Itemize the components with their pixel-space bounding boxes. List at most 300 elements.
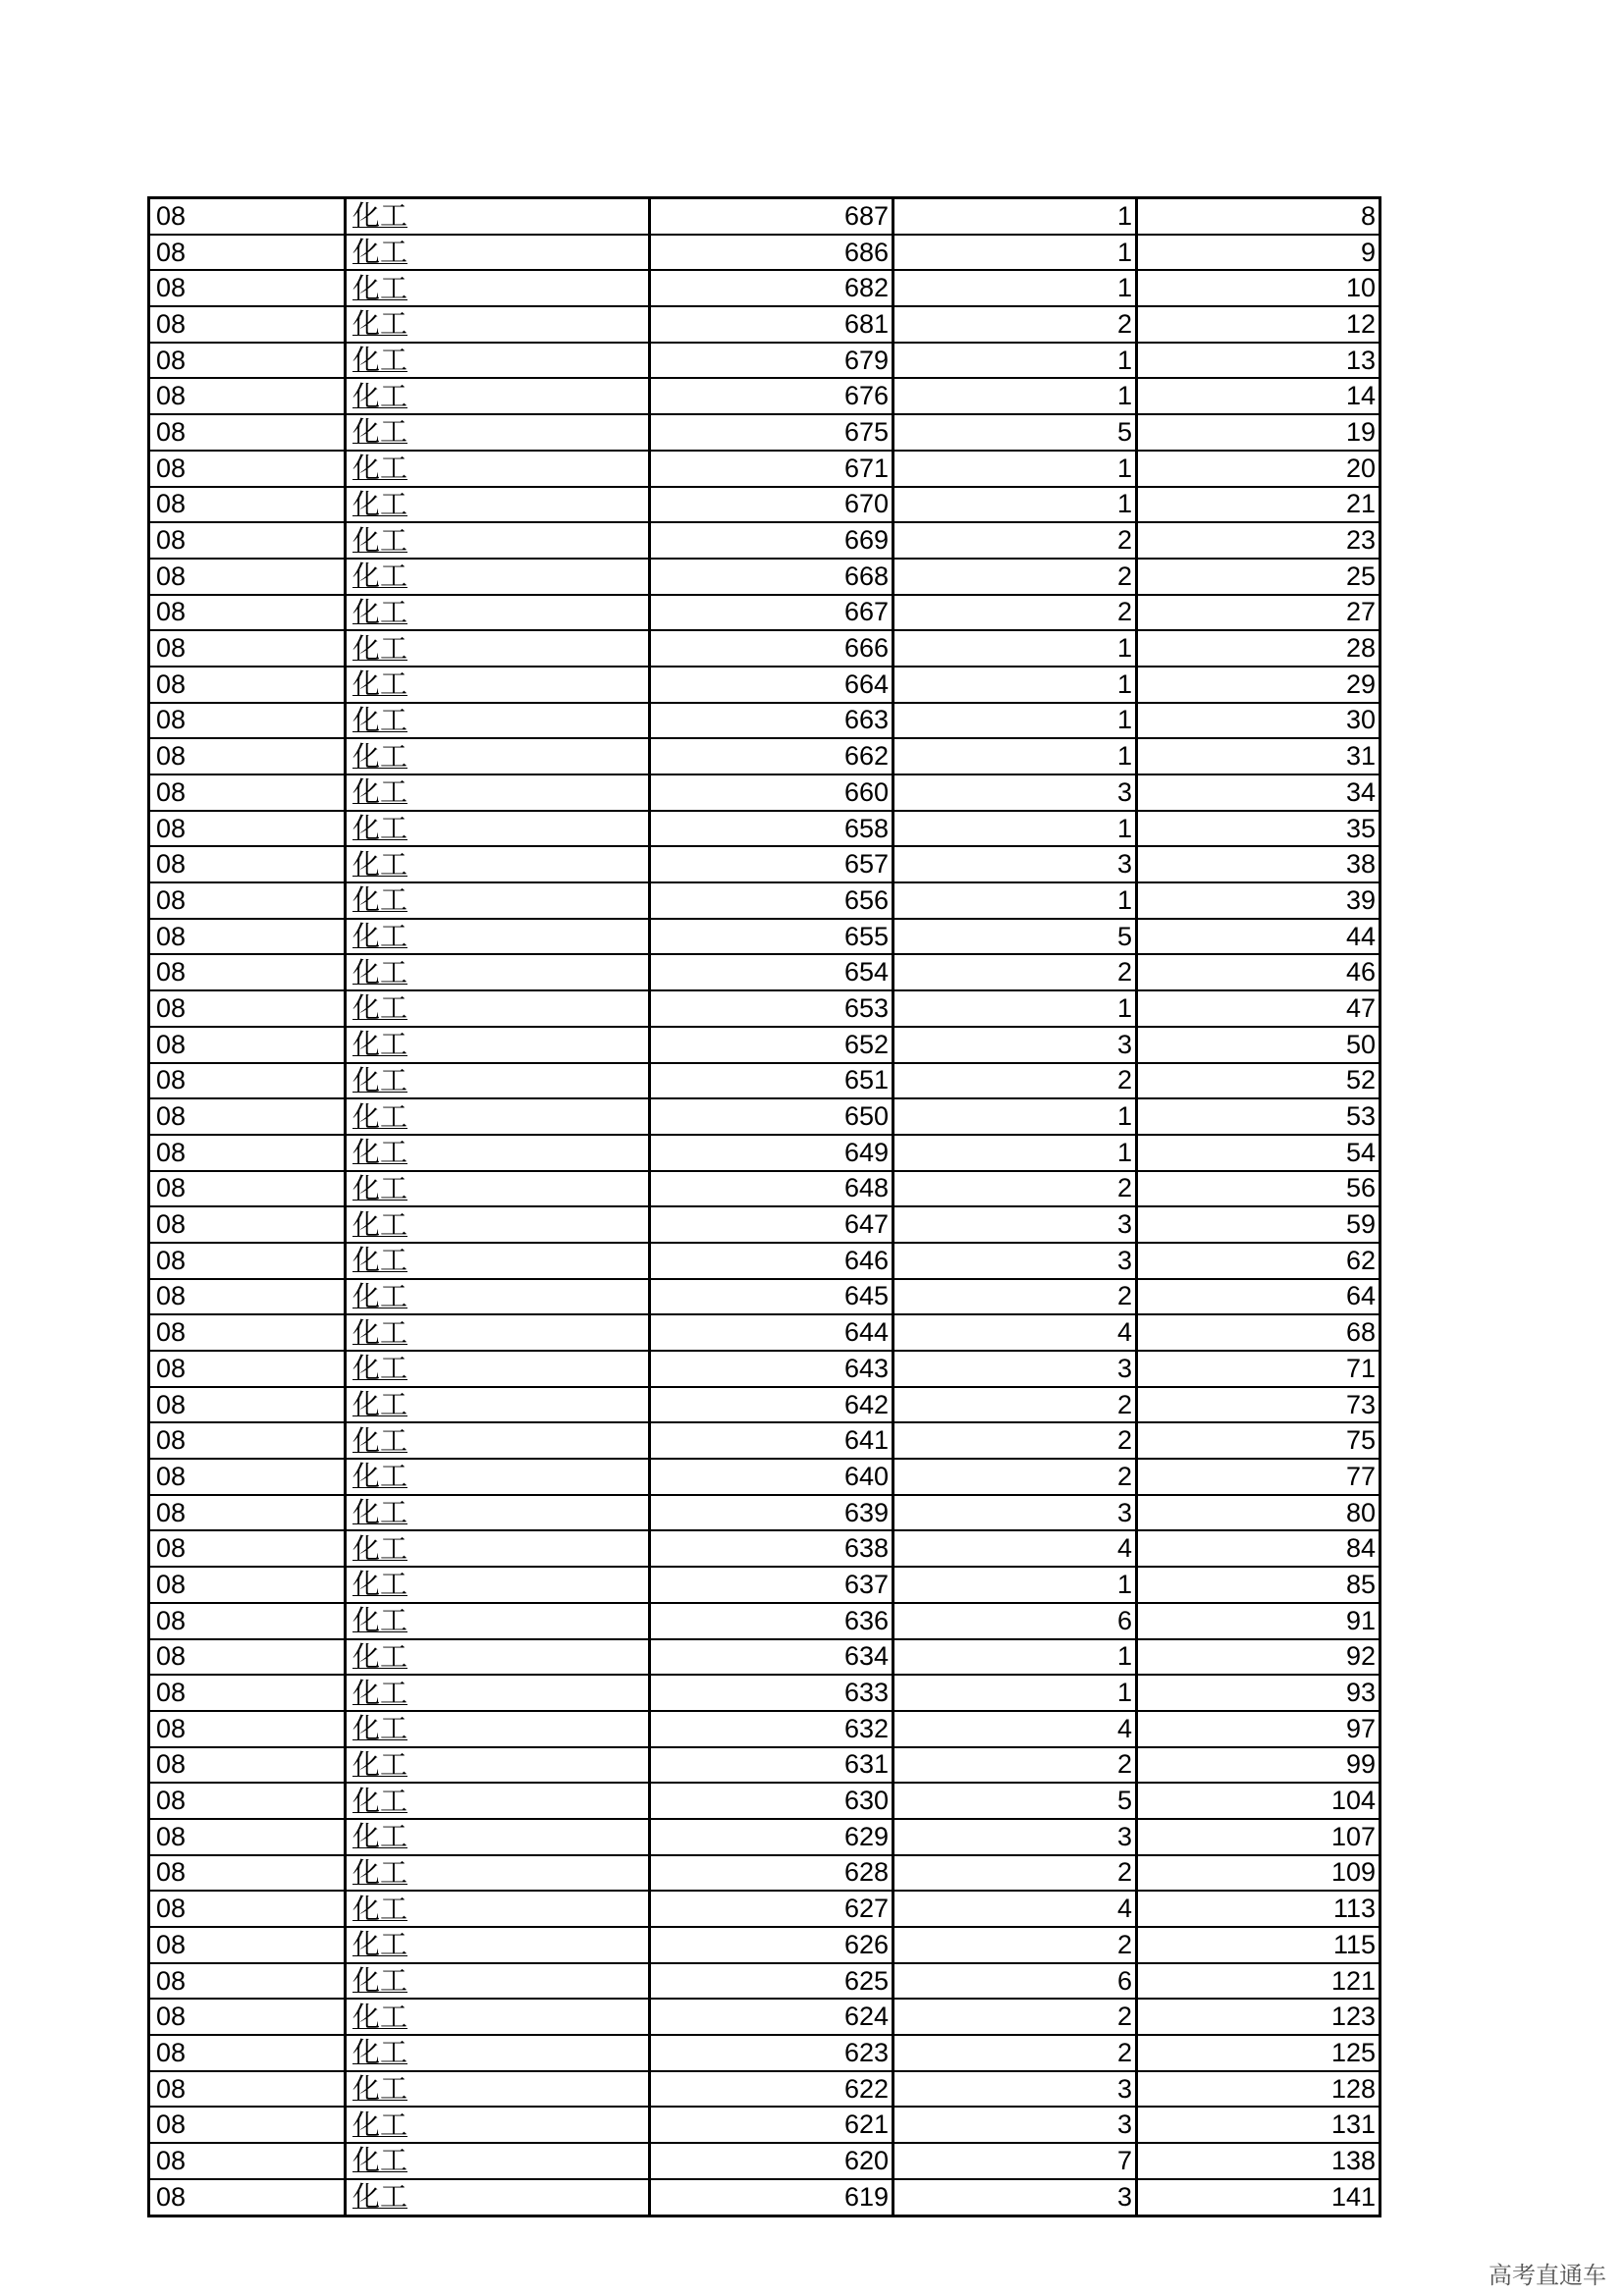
category-code-cell: 08: [149, 630, 346, 667]
cumulative-count-cell: 68: [1137, 1314, 1380, 1351]
cumulative-count-cell: 13: [1137, 343, 1380, 379]
count-cell: 3: [893, 1495, 1137, 1531]
table-row: [149, 1855, 1380, 1892]
count-cell: 1: [893, 378, 1137, 414]
score-cell: 626: [650, 1927, 893, 1963]
count-cell: 2: [893, 306, 1137, 343]
major-name-cell: 化工: [346, 846, 650, 882]
category-code-cell: 08: [149, 1387, 346, 1423]
table-row: [149, 198, 1380, 235]
count-cell: 3: [893, 2179, 1137, 2216]
count-cell: 2: [893, 1855, 1137, 1892]
cumulative-count-cell: 25: [1137, 559, 1380, 595]
table-row: [149, 846, 1380, 882]
count-cell: 4: [893, 1530, 1137, 1567]
score-cell: 639: [650, 1495, 893, 1531]
table-row: [149, 990, 1380, 1027]
category-code-cell: 08: [149, 1495, 346, 1531]
score-cell: 629: [650, 1819, 893, 1855]
count-cell: 5: [893, 414, 1137, 451]
category-code-cell: 08: [149, 1927, 346, 1963]
count-cell: 1: [893, 1135, 1137, 1171]
count-cell: 1: [893, 270, 1137, 306]
major-name-cell: 化工: [346, 1927, 650, 1963]
major-name-cell: 化工: [346, 1747, 650, 1784]
table-row: [149, 1314, 1380, 1351]
count-cell: 6: [893, 1603, 1137, 1639]
count-cell: 1: [893, 198, 1137, 235]
major-name-cell: 化工: [346, 1279, 650, 1315]
major-name-cell: 化工: [346, 414, 650, 451]
score-cell: 619: [650, 2179, 893, 2216]
category-code-cell: 08: [149, 378, 346, 414]
score-cell: 675: [650, 414, 893, 451]
major-name-cell: 化工: [346, 774, 650, 811]
cumulative-count-cell: 12: [1137, 306, 1380, 343]
count-cell: 1: [893, 882, 1137, 919]
category-code-cell: 08: [149, 270, 346, 306]
cumulative-count-cell: 44: [1137, 919, 1380, 955]
score-cell: 670: [650, 487, 893, 523]
count-cell: 1: [893, 451, 1137, 487]
score-cell: 641: [650, 1422, 893, 1459]
cumulative-count-cell: 109: [1137, 1855, 1380, 1892]
count-cell: 1: [893, 630, 1137, 667]
category-code-cell: 08: [149, 990, 346, 1027]
table-row: [149, 1963, 1380, 2000]
major-name-cell: 化工: [346, 1459, 650, 1495]
category-code-cell: 08: [149, 1819, 346, 1855]
major-name-cell: 化工: [346, 1063, 650, 1099]
count-cell: 1: [893, 1639, 1137, 1676]
cumulative-count-cell: 21: [1137, 487, 1380, 523]
major-name-cell: 化工: [346, 1530, 650, 1567]
cumulative-count-cell: 27: [1137, 595, 1380, 631]
category-code-cell: 08: [149, 1855, 346, 1892]
count-cell: 3: [893, 1243, 1137, 1279]
table-row: [149, 1711, 1380, 1747]
count-cell: 1: [893, 667, 1137, 703]
cumulative-count-cell: 8: [1137, 198, 1380, 235]
category-code-cell: 08: [149, 1783, 346, 1819]
count-cell: 1: [893, 235, 1137, 271]
cumulative-count-cell: 20: [1137, 451, 1380, 487]
score-cell: 622: [650, 2071, 893, 2108]
major-name-cell: 化工: [346, 235, 650, 271]
table-row: [149, 2035, 1380, 2071]
table-row: [149, 1819, 1380, 1855]
category-code-cell: 08: [149, 703, 346, 739]
major-name-cell: 化工: [346, 1819, 650, 1855]
major-name-cell: 化工: [346, 954, 650, 990]
score-cell: 631: [650, 1747, 893, 1784]
cumulative-count-cell: 107: [1137, 1819, 1380, 1855]
table-row: [149, 1675, 1380, 1711]
category-code-cell: 08: [149, 1639, 346, 1676]
category-code-cell: 08: [149, 1098, 346, 1135]
cumulative-count-cell: 38: [1137, 846, 1380, 882]
category-code-cell: 08: [149, 1567, 346, 1603]
cumulative-count-cell: 29: [1137, 667, 1380, 703]
category-code-cell: 08: [149, 1422, 346, 1459]
table-row: [149, 1495, 1380, 1531]
score-cell: 663: [650, 703, 893, 739]
table-row: [149, 1459, 1380, 1495]
score-cell: 647: [650, 1206, 893, 1243]
cumulative-count-cell: 138: [1137, 2143, 1380, 2179]
count-cell: 5: [893, 1783, 1137, 1819]
category-code-cell: 08: [149, 414, 346, 451]
cumulative-count-cell: 30: [1137, 703, 1380, 739]
table-row: [149, 595, 1380, 631]
table-row: [149, 954, 1380, 990]
score-cell: 644: [650, 1314, 893, 1351]
count-cell: 1: [893, 1098, 1137, 1135]
score-cell: 682: [650, 270, 893, 306]
count-cell: 3: [893, 1027, 1137, 1063]
category-code-cell: 08: [149, 2071, 346, 2108]
table-row: [149, 378, 1380, 414]
category-code-cell: 08: [149, 1063, 346, 1099]
table-row: [149, 1783, 1380, 1819]
cumulative-count-cell: 75: [1137, 1422, 1380, 1459]
table-row: [149, 487, 1380, 523]
score-cell: 687: [650, 198, 893, 235]
major-name-cell: 化工: [346, 343, 650, 379]
score-cell: 637: [650, 1567, 893, 1603]
cumulative-count-cell: 131: [1137, 2107, 1380, 2143]
cumulative-count-cell: 9: [1137, 235, 1380, 271]
score-cell: 653: [650, 990, 893, 1027]
cumulative-count-cell: 92: [1137, 1639, 1380, 1676]
table-row: [149, 1603, 1380, 1639]
score-cell: 676: [650, 378, 893, 414]
cumulative-count-cell: 62: [1137, 1243, 1380, 1279]
table-row: [149, 738, 1380, 774]
score-cell: 664: [650, 667, 893, 703]
table-row: [149, 882, 1380, 919]
major-name-cell: 化工: [346, 811, 650, 847]
count-cell: 6: [893, 1963, 1137, 2000]
table-row: [149, 1351, 1380, 1387]
cumulative-count-cell: 14: [1137, 378, 1380, 414]
category-code-cell: 08: [149, 522, 346, 559]
count-cell: 2: [893, 954, 1137, 990]
count-cell: 2: [893, 559, 1137, 595]
count-cell: 3: [893, 2107, 1137, 2143]
major-name-cell: 化工: [346, 1567, 650, 1603]
major-name-cell: 化工: [346, 198, 650, 235]
category-code-cell: 08: [149, 846, 346, 882]
score-cell: 634: [650, 1639, 893, 1676]
score-cell: 652: [650, 1027, 893, 1063]
major-name-cell: 化工: [346, 1243, 650, 1279]
category-code-cell: 08: [156, 200, 187, 231]
table-row: [149, 1098, 1380, 1135]
count-cell: 3: [893, 774, 1137, 811]
table-row: [149, 1243, 1380, 1279]
count-cell: 4: [893, 1891, 1137, 1927]
table-row: [149, 811, 1380, 847]
table-row: [149, 1027, 1380, 1063]
table-row: [149, 522, 1380, 559]
score-cell: 630: [650, 1783, 893, 1819]
cumulative-count-cell: 50: [1137, 1027, 1380, 1063]
table-row: [149, 1530, 1380, 1567]
major-name-cell: 化工: [346, 1495, 650, 1531]
table-row: [149, 1135, 1380, 1171]
major-name-cell: 化工: [346, 738, 650, 774]
count-cell: 3: [893, 1819, 1137, 1855]
count-cell: 1: [893, 738, 1137, 774]
major-name-cell: 化工: [346, 1387, 650, 1423]
category-code-cell: 08: [149, 1279, 346, 1315]
major-name-cell: 化工: [346, 1711, 650, 1747]
cumulative-count-cell: 123: [1137, 1999, 1380, 2035]
table-row: [149, 630, 1380, 667]
table-row: [149, 414, 1380, 451]
category-code-cell: 08: [149, 1135, 346, 1171]
major-name-cell: 化工: [346, 1603, 650, 1639]
major-name-cell: 化工: [346, 1639, 650, 1676]
score-cell: 625: [650, 1963, 893, 2000]
category-code-cell: 08: [149, 919, 346, 955]
category-code-cell: 08: [149, 1999, 346, 2035]
cumulative-count-cell: 64: [1137, 1279, 1380, 1315]
cumulative-count-cell: 34: [1137, 774, 1380, 811]
cumulative-count-cell: 97: [1137, 1711, 1380, 1747]
table-row: [149, 235, 1380, 271]
score-cell: 620: [650, 2143, 893, 2179]
category-code-cell: 08: [149, 2107, 346, 2143]
table-row: [149, 1999, 1380, 2035]
score-cell: 642: [650, 1387, 893, 1423]
score-cell: 660: [650, 774, 893, 811]
major-name-cell: 化工: [346, 667, 650, 703]
cumulative-count-cell: 113: [1137, 1891, 1380, 1927]
score-cell: 657: [650, 846, 893, 882]
score-cell: 681: [650, 306, 893, 343]
count-cell: 3: [893, 2071, 1137, 2108]
count-cell: 1: [893, 1675, 1137, 1711]
score-cell: 669: [650, 522, 893, 559]
major-name-cell: 化工: [346, 1675, 650, 1711]
table-row: [149, 1927, 1380, 1963]
category-code-cell: 08: [149, 667, 346, 703]
table-row: [149, 919, 1380, 955]
major-name-cell: 化工: [346, 2179, 650, 2216]
major-name-cell: 化工: [346, 990, 650, 1027]
table-row: [149, 306, 1380, 343]
count-cell: 2: [893, 595, 1137, 631]
table-row: [149, 703, 1380, 739]
major-name-cell: 化工: [346, 306, 650, 343]
score-cell: 650: [650, 1098, 893, 1135]
count-cell: 3: [893, 1351, 1137, 1387]
table-row: [149, 1891, 1380, 1927]
score-table-body: [149, 198, 1380, 2216]
score-cell: 662: [650, 738, 893, 774]
category-code-cell: 08: [149, 1243, 346, 1279]
score-cell: 686: [650, 235, 893, 271]
table-row: [149, 343, 1380, 379]
cumulative-count-cell: 121: [1137, 1963, 1380, 2000]
major-name-cell: 化工: [346, 1422, 650, 1459]
score-cell: 651: [650, 1063, 893, 1099]
category-code-cell: 08: [149, 1027, 346, 1063]
score-cell: 638: [650, 1530, 893, 1567]
category-code-cell: 08: [149, 306, 346, 343]
cumulative-count-cell: 19: [1137, 414, 1380, 451]
cumulative-count-cell: 28: [1137, 630, 1380, 667]
category-code-cell: 08: [149, 595, 346, 631]
watermark-text: 高考直通车: [1489, 2262, 1606, 2289]
cumulative-count-cell: 59: [1137, 1206, 1380, 1243]
count-cell: 2: [893, 1927, 1137, 1963]
count-cell: 1: [893, 990, 1137, 1027]
category-code-cell: 08: [149, 559, 346, 595]
category-code-cell: 08: [149, 1747, 346, 1784]
category-code-cell: 08: [149, 235, 346, 271]
major-name-cell: 化工: [346, 1855, 650, 1892]
count-cell: 1: [893, 343, 1137, 379]
count-cell: 1: [893, 703, 1137, 739]
category-code-cell: 08: [149, 1963, 346, 2000]
category-code-cell: 08: [149, 774, 346, 811]
cumulative-count-cell: 10: [1137, 270, 1380, 306]
score-cell: 648: [650, 1171, 893, 1207]
score-cell: 671: [650, 451, 893, 487]
table-row: [149, 1639, 1380, 1676]
table-row: [149, 270, 1380, 306]
major-name-cell: 化工: [346, 451, 650, 487]
category-code-cell: 08: [149, 487, 346, 523]
count-cell: 1: [893, 487, 1137, 523]
category-code-cell: 08: [149, 1459, 346, 1495]
table-row: [149, 2071, 1380, 2108]
category-code-cell: 08: [149, 1171, 346, 1207]
category-code-cell: 08: [149, 1891, 346, 1927]
major-name-cell: 化工: [346, 2035, 650, 2071]
count-cell: 3: [893, 1206, 1137, 1243]
cumulative-count-cell: 80: [1137, 1495, 1380, 1531]
cumulative-count-cell: 99: [1137, 1747, 1380, 1784]
score-cell: 655: [650, 919, 893, 955]
cumulative-count-cell: 56: [1137, 1171, 1380, 1207]
count-cell: 3: [893, 846, 1137, 882]
major-name-cell: 化工: [346, 2071, 650, 2108]
score-cell: 628: [650, 1855, 893, 1892]
cumulative-count-cell: 128: [1137, 2071, 1380, 2108]
count-cell: 2: [893, 1171, 1137, 1207]
table-row: [149, 1387, 1380, 1423]
cumulative-count-cell: 125: [1137, 2035, 1380, 2071]
major-name-cell: 化工: [346, 1314, 650, 1351]
major-name-cell: 化工: [346, 1963, 650, 2000]
cumulative-count-cell: 91: [1137, 1603, 1380, 1639]
table-row: [149, 1567, 1380, 1603]
score-cell: 621: [650, 2107, 893, 2143]
score-cell: 640: [650, 1459, 893, 1495]
count-cell: 2: [893, 1387, 1137, 1423]
major-name-cell: 化工: [346, 595, 650, 631]
major-name-cell: 化工: [346, 1098, 650, 1135]
table-row: [149, 2143, 1380, 2179]
table-row: [149, 1206, 1380, 1243]
score-cell: 654: [650, 954, 893, 990]
category-code-cell: 08: [149, 2143, 346, 2179]
major-name-cell: 化工: [346, 1891, 650, 1927]
cumulative-count-cell: 73: [1137, 1387, 1380, 1423]
category-code-cell: 08: [149, 1314, 346, 1351]
count-cell: 2: [893, 1422, 1137, 1459]
major-name-cell: 化工: [346, 559, 650, 595]
cumulative-count-cell: 23: [1137, 522, 1380, 559]
count-cell: 2: [893, 1747, 1137, 1784]
cumulative-count-cell: 31: [1137, 738, 1380, 774]
cumulative-count-cell: 39: [1137, 882, 1380, 919]
table-row: [149, 1171, 1380, 1207]
major-name-cell: 化工: [346, 487, 650, 523]
cumulative-count-cell: 47: [1137, 990, 1380, 1027]
cumulative-count-cell: 35: [1137, 811, 1380, 847]
count-cell: 4: [893, 1314, 1137, 1351]
cumulative-count-cell: 115: [1137, 1927, 1380, 1963]
category-code-cell: 08: [149, 882, 346, 919]
major-name-cell: 化工: [346, 630, 650, 667]
count-cell: 2: [893, 1063, 1137, 1099]
score-table: [147, 196, 1381, 2217]
major-name-cell: 化工: [346, 1171, 650, 1207]
table-row: [149, 1279, 1380, 1315]
count-cell: 2: [893, 2035, 1137, 2071]
cumulative-count-cell: 141: [1137, 2179, 1380, 2216]
major-name-cell: 化工: [346, 2143, 650, 2179]
cumulative-count-cell: 85: [1137, 1567, 1380, 1603]
cumulative-count-cell: 77: [1137, 1459, 1380, 1495]
score-cell: 667: [650, 595, 893, 631]
major-name-cell: 化工: [346, 1027, 650, 1063]
cumulative-count-cell: 93: [1137, 1675, 1380, 1711]
cumulative-count-cell: 54: [1137, 1135, 1380, 1171]
count-cell: 2: [893, 1999, 1137, 2035]
category-code-cell: 08: [149, 2179, 346, 2216]
major-name-cell: 化工: [346, 1206, 650, 1243]
count-cell: 2: [893, 1459, 1137, 1495]
score-cell: 645: [650, 1279, 893, 1315]
cumulative-count-cell: 53: [1137, 1098, 1380, 1135]
category-code-cell: 08: [149, 451, 346, 487]
category-code-cell: 08: [149, 1711, 346, 1747]
major-name-cell: 化工: [346, 1351, 650, 1387]
score-cell: 636: [650, 1603, 893, 1639]
major-name-cell: 化工: [346, 522, 650, 559]
category-code-cell: 08: [149, 1351, 346, 1387]
score-cell: 633: [650, 1675, 893, 1711]
count-cell: 5: [893, 919, 1137, 955]
score-cell: 646: [650, 1243, 893, 1279]
score-cell: 623: [650, 2035, 893, 2071]
score-cell: 658: [650, 811, 893, 847]
table-row: [149, 1747, 1380, 1784]
category-code-cell: 08: [149, 811, 346, 847]
major-name-cell: 化工: [346, 882, 650, 919]
category-code-cell: 08: [149, 1675, 346, 1711]
score-cell: 632: [650, 1711, 893, 1747]
major-name-cell: 化工: [346, 270, 650, 306]
score-cell: 668: [650, 559, 893, 595]
count-cell: 1: [893, 811, 1137, 847]
